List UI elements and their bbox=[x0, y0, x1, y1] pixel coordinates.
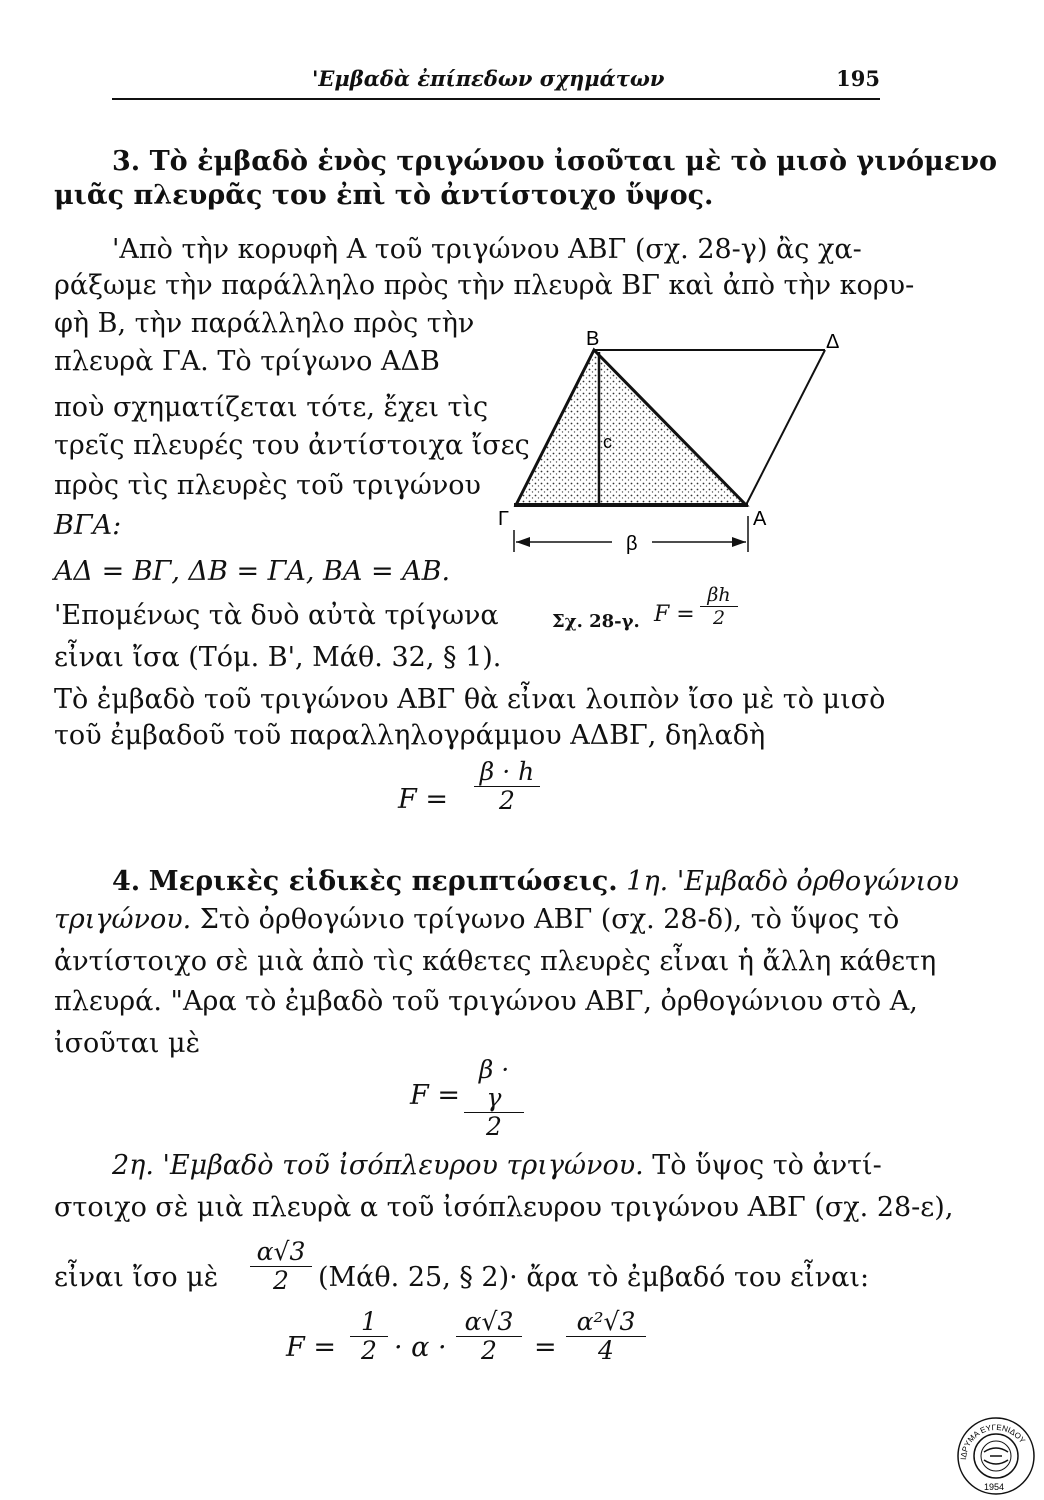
case2-line2: στοιχο σὲ μιὰ πλευρὰ α τοῦ ἰσόπλευρου τριγώνου ΑΒΓ (σχ. 28-ε), bbox=[54, 1192, 954, 1223]
sec3-para-line11: εἶναι ἴσα (Τόμ. Β', Μάθ. 32, § 1). bbox=[54, 642, 502, 673]
case1-label-cont: τριγώνου. bbox=[54, 904, 192, 935]
dimension-arrow-left bbox=[516, 537, 530, 547]
page-number: 195 bbox=[836, 66, 880, 91]
sec3-para-line6: τρεῖς πλευρές του ἀντίστοιχα ἴσες bbox=[54, 430, 530, 461]
formula1-denominator: 2 bbox=[499, 786, 515, 815]
sec4-line4: πλευρά. "Αρα τὸ ἐμβαδὸ τοῦ τριγώνου ΑΒΓ, ὀρθογώνιου στὸ Α, bbox=[54, 986, 918, 1017]
case2-label: 2η. 'Εμβαδὸ τοῦ ἰσόπλευρου τριγώνου. bbox=[112, 1150, 644, 1181]
case2-numerator: α√3 bbox=[250, 1238, 312, 1267]
formula3-num2: α√3 bbox=[456, 1308, 522, 1337]
label-delta: Δ bbox=[826, 331, 840, 353]
sec3-para-line4: πλευρὰ ΓΑ. Τὸ τρίγωνο ΑΔΒ bbox=[54, 346, 440, 377]
sec3-para-line3: φὴ Β, τὴν παράλληλο πρὸς τὴν bbox=[54, 308, 475, 339]
formula3-den2: 2 bbox=[481, 1336, 497, 1365]
formula3-num3: α²√3 bbox=[566, 1308, 646, 1337]
header-title: 'Εμβαδὰ ἐπίπεδων σχημάτων bbox=[312, 66, 665, 91]
figure-caption: Σχ. 28-γ. bbox=[552, 611, 640, 632]
sec4-title: Μερικὲς εἰδικὲς περιπτώσεις. bbox=[148, 866, 618, 897]
sec4-line2 bbox=[54, 904, 899, 936]
formula2-denominator: 2 bbox=[486, 1112, 502, 1141]
label-b: B bbox=[586, 328, 600, 350]
formula3-fraction3 bbox=[566, 1308, 646, 1365]
case2-line3-end: (Μάθ. 25, § 2)· ἄρα τὸ ἐμβαδό του εἶναι: bbox=[318, 1262, 870, 1293]
sec3-para-line1: 'Απὸ τὴν κορυφὴ Α τοῦ τριγώνου ΑΒΓ (σχ. 28-γ) ἂς χα- bbox=[112, 234, 862, 265]
running-header bbox=[112, 62, 880, 96]
sec3-para-line10: 'Επομένως τὰ δυὸ αὐτὰ τρίγωνα bbox=[54, 600, 499, 631]
header-rule bbox=[112, 98, 880, 100]
sec3-title-text1: Τὸ ἐμβαδὸ ἑνὸς τριγώνου ἰσοῦται μὲ τὸ μισὸ γινόμενο bbox=[149, 146, 997, 177]
sec3-para-line2: ράξωμε τὴν παράλληλο πρὸς τὴν πλευρὰ ΒΓ καὶ ἀπὸ τὴν κορυ- bbox=[54, 270, 915, 301]
formula3-den3: 4 bbox=[598, 1336, 614, 1365]
formula2-lhs: F = bbox=[410, 1080, 460, 1111]
sec4-line2-text: Στὸ ὀρθογώνιο τρίγωνο ΑΒΓ (σχ. 28-δ), τὸ ὕψος τὸ bbox=[199, 904, 900, 935]
case1-label: 1η. 'Εμβαδὸ ὀρθογώνιου bbox=[626, 866, 959, 897]
formula2-numerator: β · γ bbox=[464, 1056, 524, 1113]
sec3-para-line12: Τὸ ἐμβαδὸ τοῦ τριγώνου ΑΒΓ θὰ εἶναι λοιπὸν ἴσο μὲ τὸ μισὸ bbox=[54, 684, 886, 715]
formula1-numerator: β · h bbox=[474, 758, 540, 787]
formula2-fraction bbox=[464, 1056, 524, 1141]
formula3-lhs: F = bbox=[286, 1332, 336, 1363]
sec4-line3: ἀντίστοιχο σὲ μιὰ ἀπὸ τὶς κάθετες πλευρὲς εἶναι ἡ ἄλλη κάθετη bbox=[54, 946, 937, 977]
parallel-da bbox=[746, 350, 825, 505]
sec3-number: 3. bbox=[112, 146, 141, 177]
sec3-para-line5: ποὺ σχηματίζεται τότε, ἔχει τὶς bbox=[54, 392, 489, 423]
sec3-para-line7: πρὸς τὶς πλευρὲς τοῦ τριγώνου bbox=[54, 470, 481, 501]
formula3-num1: 1 bbox=[350, 1308, 388, 1337]
stamp-year: 1954 bbox=[984, 1482, 1005, 1492]
stamp-text: ΙΔΡΥΜΑ ΕΥΓΕΝΙΔΟΥ bbox=[958, 1422, 1027, 1461]
label-a: A bbox=[753, 508, 767, 530]
formula1-lhs: F = bbox=[398, 784, 448, 815]
shaded-triangle bbox=[516, 350, 746, 505]
figure-28-gamma bbox=[480, 320, 860, 590]
sec3-para-line8: ΒΓΑ: bbox=[54, 510, 122, 541]
caption-numerator: βh bbox=[700, 584, 738, 607]
caption-denominator: 2 bbox=[712, 607, 726, 629]
case2-denominator: 2 bbox=[273, 1266, 289, 1295]
caption-fraction bbox=[700, 584, 738, 629]
case2-fraction bbox=[250, 1238, 312, 1295]
dimension-arrow-right bbox=[732, 537, 746, 547]
sec3-para-line13: τοῦ ἐμβαδοῦ τοῦ παραλληλογράμμου ΑΔΒΓ, δηλαδὴ bbox=[54, 720, 766, 751]
sec3-title-line2: μιᾶς πλευρᾶς του ἐπὶ τὸ ἀντίστοιχο ὕψος. bbox=[54, 180, 714, 211]
sec4-number: 4. bbox=[112, 866, 141, 897]
case2-line1-rest: Τὸ ὕψος τὸ ἀντί- bbox=[652, 1150, 882, 1181]
formula3-middle: · α · bbox=[394, 1332, 447, 1363]
case2-line3-start: εἶναι ἴσο μὲ bbox=[54, 1262, 219, 1293]
case2-line1 bbox=[112, 1150, 882, 1182]
sec3-equalities: ΑΔ = ΒΓ, ΔΒ = ΓΑ, ΒΑ = ΑΒ. bbox=[54, 556, 451, 587]
formula3-fraction1 bbox=[350, 1308, 388, 1365]
foundation-stamp bbox=[954, 1414, 1038, 1498]
formula3-fraction2 bbox=[456, 1308, 522, 1365]
label-gamma: Γ bbox=[498, 508, 510, 530]
label-beta: β bbox=[626, 533, 638, 555]
caption-lhs: F = bbox=[654, 602, 695, 627]
sec3-title-line1 bbox=[112, 146, 997, 178]
sec4-line5: ἰσοῦται μὲ bbox=[54, 1028, 201, 1059]
formula3-den1: 2 bbox=[361, 1336, 377, 1365]
formula3-equals: = bbox=[534, 1332, 557, 1363]
formula1-fraction bbox=[474, 758, 540, 815]
sec4-title-line bbox=[112, 866, 959, 898]
stamp-emblem-icon bbox=[984, 1448, 1008, 1464]
label-c: c bbox=[603, 432, 612, 452]
